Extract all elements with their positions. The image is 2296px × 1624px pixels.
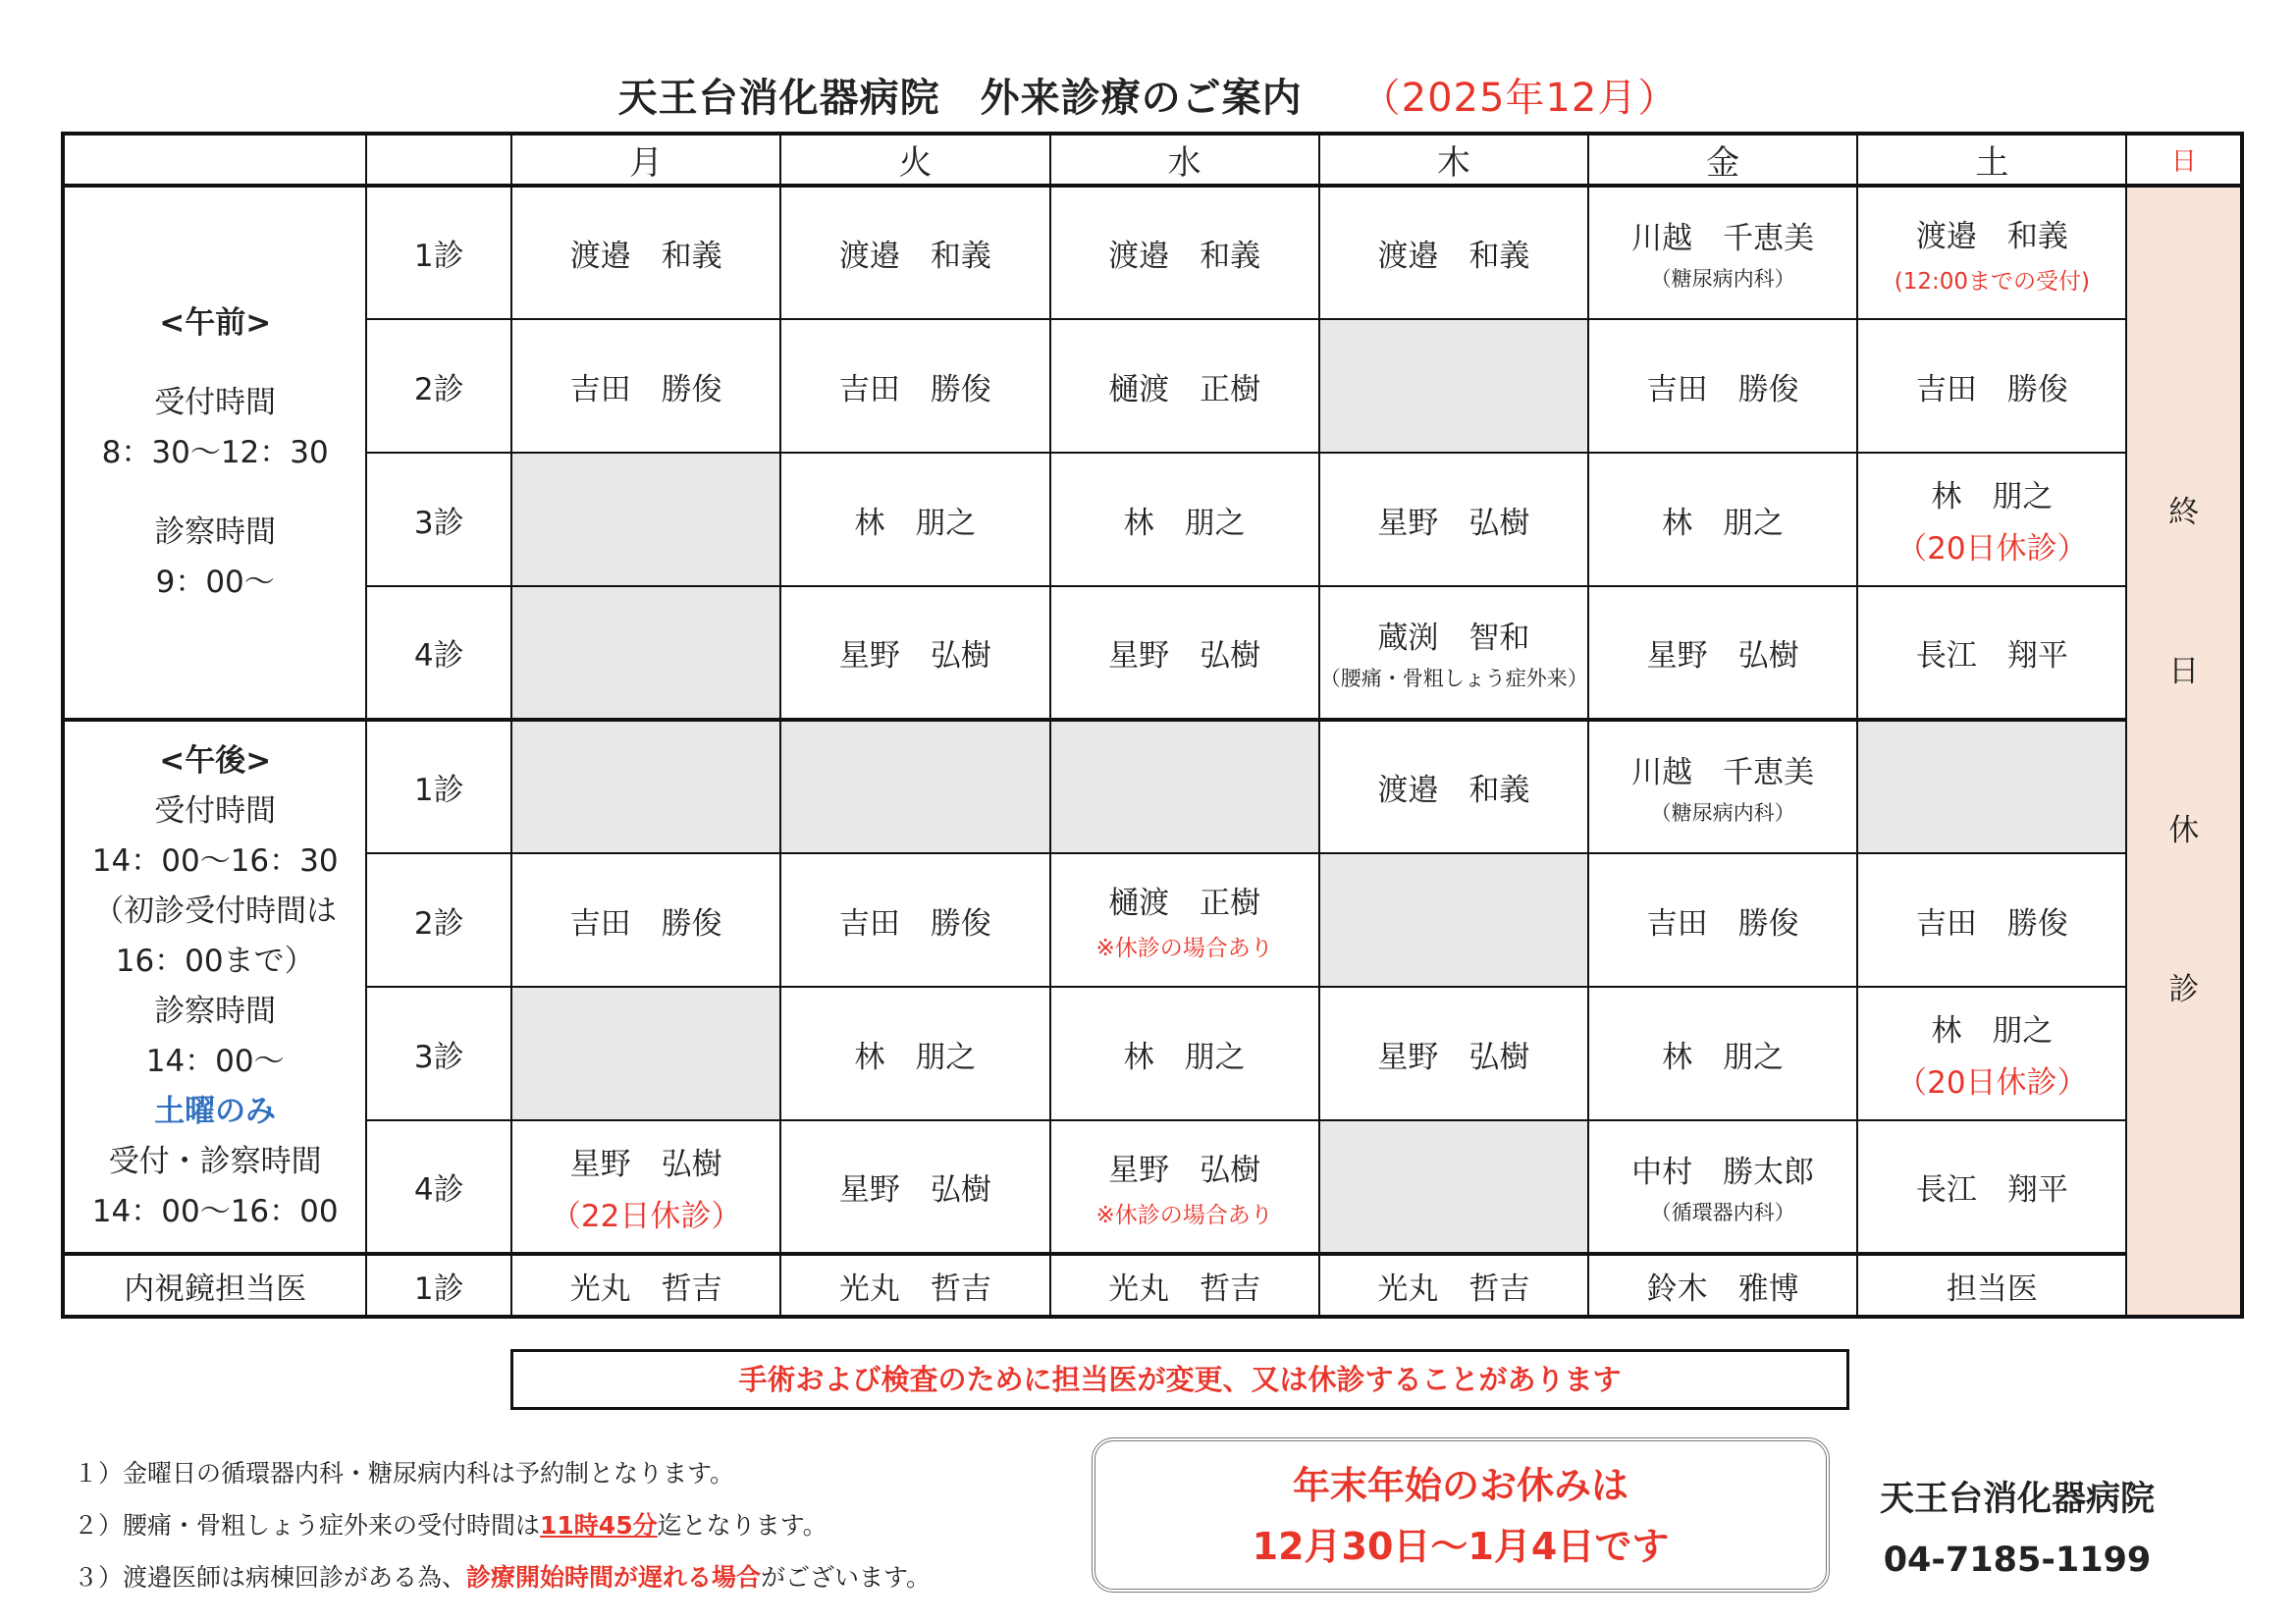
sunday-char: 日 bbox=[2168, 654, 2200, 689]
cell-doctor: 林 朋之 bbox=[1588, 987, 1857, 1120]
morning-period bbox=[63, 186, 366, 720]
endoscopy-label: 内視鏡担当医 bbox=[63, 1254, 366, 1317]
cell-doctor: 吉田 勝俊 bbox=[511, 319, 780, 453]
cell-doctor: 光丸 哲吉 bbox=[1050, 1254, 1319, 1317]
afternoon-label: <午後> bbox=[159, 743, 272, 779]
department-note: （糖尿病内科） bbox=[1650, 801, 1795, 825]
cell-doctor: 鈴木 雅博 bbox=[1588, 1254, 1857, 1317]
cell-doctor: 川越 千恵美 （糖尿病内科） bbox=[1588, 720, 1857, 853]
may-close-note: ※休診の場合あり bbox=[1095, 1202, 1273, 1228]
cell-doctor: 渡邉 和義 bbox=[780, 186, 1049, 319]
cell-doctor: 長江 翔平 bbox=[1857, 586, 2126, 720]
cell-doctor: 担当医 bbox=[1857, 1254, 2126, 1317]
saturday-only-label: 土曜のみ bbox=[154, 1094, 277, 1129]
slot-label: 1診 bbox=[366, 186, 511, 319]
endoscopy-row bbox=[63, 1254, 2242, 1317]
cell-closed bbox=[511, 453, 780, 586]
cell-doctor: 星野 弘樹 bbox=[1319, 453, 1588, 586]
cell-doctor: 渡邉 和義 bbox=[1050, 186, 1319, 319]
cell-doctor: 中村 勝太郎 （循環器内科） bbox=[1588, 1120, 1857, 1254]
hospital-phone: 04-7185-1199 bbox=[1883, 1541, 2152, 1580]
cell-doctor: 光丸 哲吉 bbox=[511, 1254, 780, 1317]
cell-doctor: 渡邉 和義 (12:00までの受付) bbox=[1857, 186, 2126, 319]
cell-closed bbox=[780, 720, 1049, 853]
morning-reception-label: 受付時間 bbox=[154, 384, 277, 420]
afternoon-reception-hours: 14：00〜16：30 bbox=[91, 843, 339, 879]
cell-doctor: 吉田 勝俊 bbox=[1857, 319, 2126, 453]
cell-closed bbox=[511, 720, 780, 853]
cell-doctor: 星野 弘樹 bbox=[780, 1120, 1049, 1254]
cell-doctor: 林 朋之 bbox=[1050, 987, 1319, 1120]
cell-doctor: 林 朋之 bbox=[780, 453, 1049, 586]
cell-doctor: 吉田 勝俊 bbox=[780, 853, 1049, 987]
slot-label: 3診 bbox=[366, 987, 511, 1120]
cell-doctor: 光丸 哲吉 bbox=[780, 1254, 1049, 1317]
header-blank bbox=[63, 134, 366, 186]
slot-label: 4診 bbox=[366, 1120, 511, 1254]
cell-doctor: 星野 弘樹 bbox=[1319, 987, 1588, 1120]
cell-doctor: 林 朋之 bbox=[1050, 453, 1319, 586]
hospital-name: 天王台消化器病院 bbox=[1879, 1480, 2155, 1519]
cell-doctor: 林 朋之 bbox=[1588, 453, 1857, 586]
holiday-line-2: 12月30日〜1月4日です bbox=[1252, 1525, 1670, 1568]
day-sat: 土 bbox=[1857, 134, 2126, 186]
slot-label: 2診 bbox=[366, 853, 511, 987]
cell-doctor: 樋渡 正樹 ※休診の場合あり bbox=[1050, 853, 1319, 987]
footnotes bbox=[74, 1447, 931, 1603]
cell-doctor: 林 朋之 （20日休診） bbox=[1857, 987, 2126, 1120]
cell-doctor: 川越 千恵美 （糖尿病内科） bbox=[1588, 186, 1857, 319]
header-slot-blank bbox=[366, 134, 511, 186]
slot-label: 1診 bbox=[366, 720, 511, 853]
cell-doctor: 林 朋之 bbox=[780, 987, 1049, 1120]
cell-doctor: 蔵渕 智和 （腰痛・骨粗しょう症外来） bbox=[1319, 586, 1588, 720]
afternoon-row-1 bbox=[63, 720, 2242, 853]
day-sun: 日 bbox=[2126, 134, 2242, 186]
page-title bbox=[0, 67, 2296, 123]
morning-exam-hours: 9：00〜 bbox=[155, 564, 275, 600]
afternoon-row-3 bbox=[63, 987, 2242, 1120]
cell-closed bbox=[1857, 720, 2126, 853]
afternoon-reception-label: 受付時間 bbox=[154, 793, 277, 829]
change-notice: 手術および検査のために担当医が変更、又は休診することがあります bbox=[510, 1349, 1849, 1410]
cell-doctor: 吉田 勝俊 bbox=[1588, 319, 1857, 453]
morning-row-3 bbox=[63, 453, 2242, 586]
day-tue: 火 bbox=[780, 134, 1049, 186]
cell-closed bbox=[1319, 319, 1588, 453]
footnote-2: ２）腰痛・骨粗しょう症外来の受付時間は11時45分迄となります。 bbox=[74, 1511, 828, 1540]
slot-label: 4診 bbox=[366, 586, 511, 720]
cell-doctor: 吉田 勝俊 bbox=[1857, 853, 2126, 987]
cell-doctor: 吉田 勝俊 bbox=[511, 853, 780, 987]
saturday-hours-label: 受付・診察時間 bbox=[108, 1144, 322, 1179]
cell-doctor: 渡邉 和義 bbox=[1319, 720, 1588, 853]
title-date: （2025年12月） bbox=[1361, 76, 1679, 121]
afternoon-first-visit: （初診受付時間は bbox=[93, 893, 338, 929]
department-note: （糖尿病内科） bbox=[1650, 267, 1795, 291]
reception-note: (12:00までの受付) bbox=[1894, 268, 2090, 295]
slot-label: 3診 bbox=[366, 453, 511, 586]
afternoon-row-4 bbox=[63, 1120, 2242, 1254]
slot-label: 2診 bbox=[366, 319, 511, 453]
morning-exam-label: 診察時間 bbox=[154, 514, 277, 550]
holiday-box bbox=[1092, 1437, 1830, 1593]
cell-closed bbox=[1319, 1120, 1588, 1254]
sunday-closed bbox=[2126, 186, 2242, 1317]
cell-doctor: 星野 弘樹 bbox=[780, 586, 1049, 720]
afternoon-exam-label: 診察時間 bbox=[154, 994, 277, 1029]
day-fri: 金 bbox=[1588, 134, 1857, 186]
cell-doctor: 星野 弘樹 ※休診の場合あり bbox=[1050, 1120, 1319, 1254]
day-thu: 木 bbox=[1319, 134, 1588, 186]
title-text: 天王台消化器病院 外来診療のご案内 bbox=[617, 76, 1303, 121]
cell-doctor: 渡邉 和義 bbox=[1319, 186, 1588, 319]
footnote-3: ３）渡邉医師は病棟回診がある為、診療開始時間が遅れる場合がございます。 bbox=[74, 1563, 932, 1592]
afternoon-first-visit-time: 16：00まで） bbox=[115, 944, 315, 979]
saturday-hours: 14：00〜16：00 bbox=[91, 1194, 339, 1229]
day-wed: 水 bbox=[1050, 134, 1319, 186]
slot-label: 1診 bbox=[366, 1254, 511, 1317]
cell-closed bbox=[511, 586, 780, 720]
sunday-char: 休 bbox=[2168, 813, 2200, 848]
morning-row-4 bbox=[63, 586, 2242, 720]
morning-row-2 bbox=[63, 319, 2242, 453]
sunday-char: 診 bbox=[2168, 972, 2200, 1007]
cell-doctor: 樋渡 正樹 bbox=[1050, 319, 1319, 453]
cell-closed bbox=[511, 987, 780, 1120]
holiday-note: （22日休診） bbox=[550, 1198, 742, 1234]
morning-row-1 bbox=[63, 186, 2242, 319]
afternoon-exam-hours: 14：00〜 bbox=[145, 1044, 285, 1079]
may-close-note: ※休診の場合あり bbox=[1095, 936, 1273, 961]
morning-reception-hours: 8：30〜12：30 bbox=[101, 434, 329, 470]
cell-doctor: 星野 弘樹 bbox=[1050, 586, 1319, 720]
afternoon-period bbox=[63, 720, 366, 1254]
morning-label: <午前> bbox=[159, 304, 272, 341]
day-mon: 月 bbox=[511, 134, 780, 186]
cell-doctor: 星野 弘樹 （22日休診） bbox=[511, 1120, 780, 1254]
cell-doctor: 林 朋之 （20日休診） bbox=[1857, 453, 2126, 586]
department-note: （循環器内科） bbox=[1650, 1201, 1795, 1224]
department-note: （腰痛・骨粗しょう症外来） bbox=[1319, 667, 1588, 690]
holiday-note: （20日休診） bbox=[1896, 1065, 2088, 1101]
cell-doctor: 吉田 勝俊 bbox=[780, 319, 1049, 453]
cell-doctor: 星野 弘樹 bbox=[1588, 586, 1857, 720]
header-row bbox=[63, 134, 2242, 186]
cell-doctor: 長江 翔平 bbox=[1857, 1120, 2126, 1254]
afternoon-row-2 bbox=[63, 853, 2242, 987]
cell-doctor: 光丸 哲吉 bbox=[1319, 1254, 1588, 1317]
holiday-note: （20日休診） bbox=[1896, 531, 2088, 567]
cell-doctor: 吉田 勝俊 bbox=[1588, 853, 1857, 987]
hospital-info bbox=[1845, 1469, 2189, 1591]
schedule-table bbox=[61, 132, 2244, 1319]
cell-closed bbox=[1050, 720, 1319, 853]
sunday-char: 終 bbox=[2168, 495, 2200, 530]
cell-doctor: 渡邉 和義 bbox=[511, 186, 780, 319]
holiday-line-1: 年末年始のお休みは bbox=[1292, 1464, 1629, 1507]
footnote-1: １）金曜日の循環器内科・糖尿病内科は予約制となります。 bbox=[74, 1459, 735, 1488]
cell-closed bbox=[1319, 853, 1588, 987]
